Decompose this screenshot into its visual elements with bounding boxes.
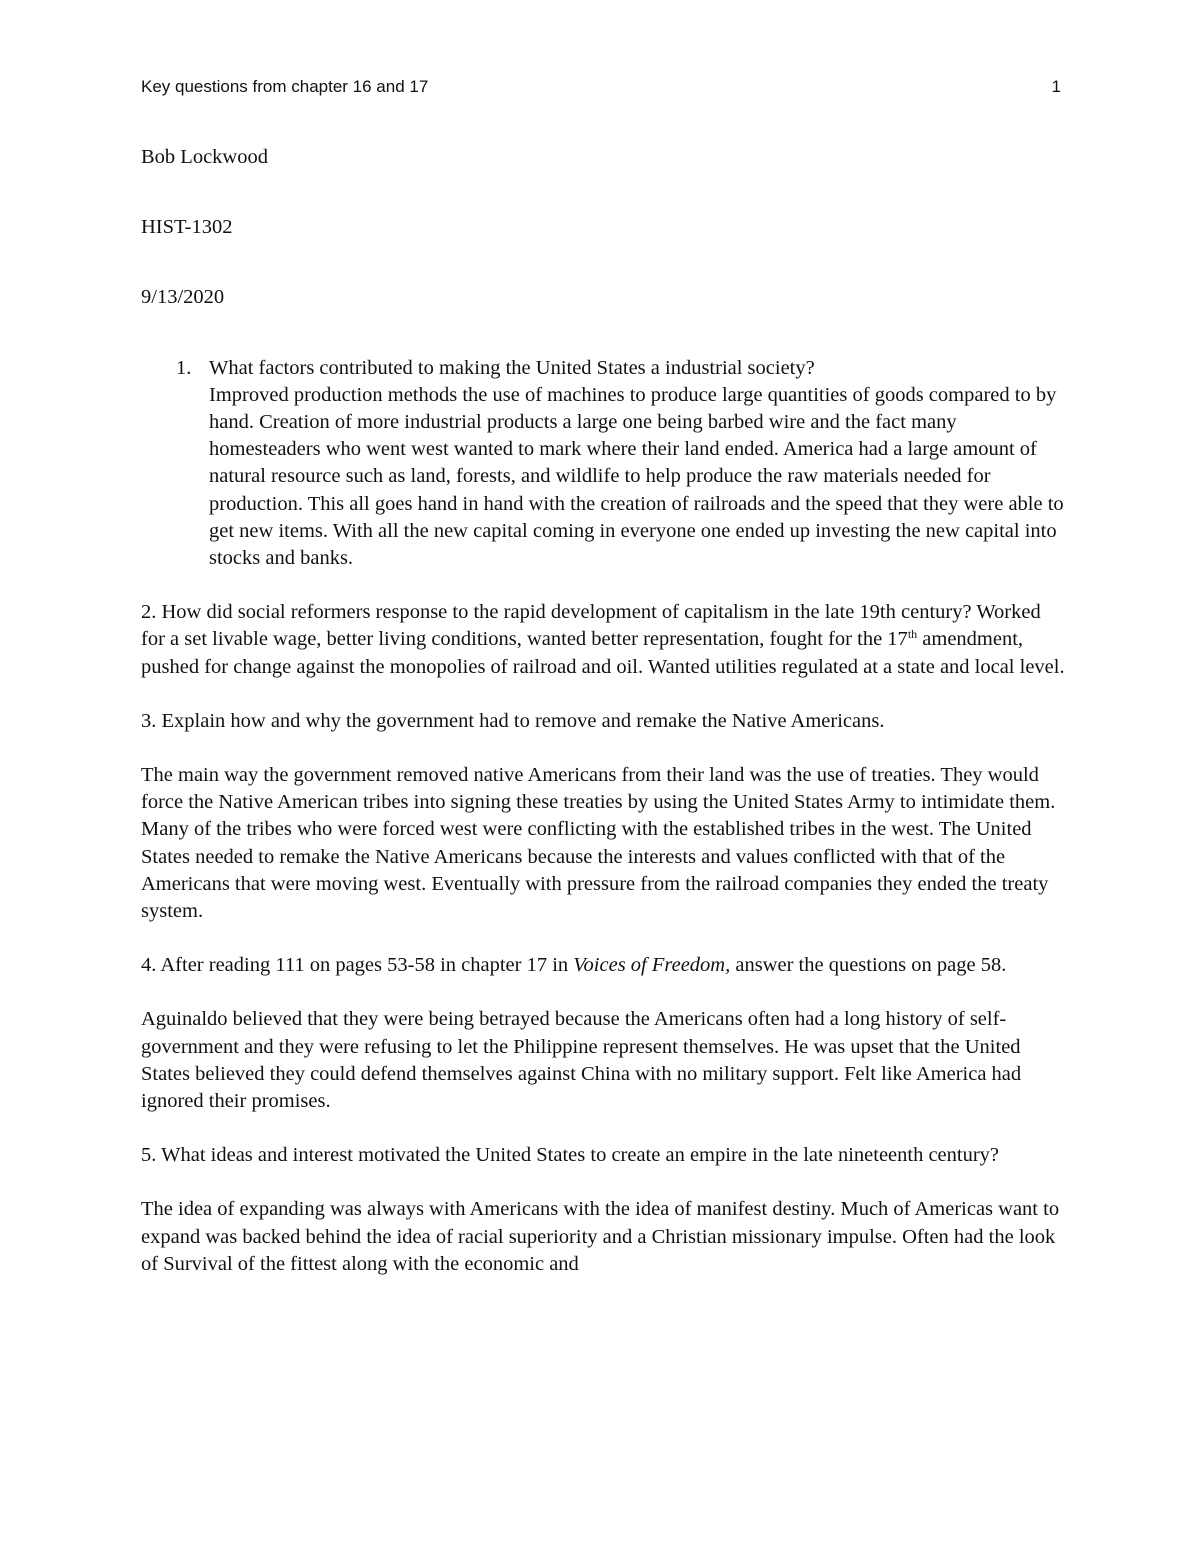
question-4-text-before: 4. After reading 111 on pages 53-58 in chapter 17 in — [141, 954, 574, 977]
page-number: 1 — [1051, 77, 1061, 96]
question-4-text-after: answer the questions on page 58. — [730, 954, 1007, 977]
book-title: Voices of Freedom, — [573, 954, 731, 977]
header-title: Key questions from chapter 16 and 17 — [141, 77, 429, 96]
question-2 — [141, 599, 1066, 681]
question-4-prompt — [141, 952, 1066, 979]
question-2-superscript: th — [907, 627, 918, 642]
question-2-text-before: 2. How did social reformers response to the rapid development of capitalism in the late 19th century? Worked for a set livable wage, better living conditions, wanted better representation, fought for the 17 — [141, 601, 1041, 651]
course-code: HIST-1302 — [141, 216, 233, 239]
document-date: 9/13/2020 — [141, 286, 225, 309]
question-1-content — [209, 355, 1066, 573]
document-body — [141, 144, 1066, 1305]
question-1 — [141, 355, 1066, 573]
student-name: Bob Lockwood — [141, 146, 268, 168]
question-1-answer: Improved production methods the use of machines to produce large quantities of goods compared to by hand. Creation of more industrial products a large one being barbed wire and the fact many homesteaders who went west wanted to mark where their land ended. America had a large amount of natural resource such as land, forests, and wildlife to help produce the raw materials needed for production. This all goes hand in hand with the creation of railroads and the speed that they were able to get new items. With all the new capital coming in everyone one ended up investing the new capital into stocks and banks. — [209, 383, 1064, 570]
question-1-prompt: What factors contributed to making the United States a industrial society? — [209, 356, 815, 379]
question-3-prompt: 3. Explain how and why the government had to remove and remake the Native Americans. — [141, 709, 885, 732]
question-5-answer: The idea of expanding was always with Americans with the idea of manifest destiny. Much of Americas want to expand was backed behind the idea of racial superiority and a Christian missionary impulse. Often had the look of Survival of the fittest along with the economic and — [141, 1198, 1060, 1275]
question-1-number: 1. — [176, 356, 192, 379]
question-5-prompt: 5. What ideas and interest motivated the United States to create an empire in the late nineteenth century? — [141, 1144, 1000, 1167]
question-2-text-after: amendment, pushed for change against the monopolies of railroad and oil. Wanted utilities regulated at a state and local level. — [141, 628, 1065, 678]
question-4-answer: Aguinaldo believed that they were being betrayed because the Americans often had a long history of self-government and they were refusing to let the Philippine represent themselves. He was upset that the United States believed they could defend themselves against China with no military support. Felt like America had ignored their promises. — [141, 1008, 1022, 1113]
question-3-answer: The main way the government removed native Americans from their land was the use of treaties. They would force the Native American tribes into signing these treaties by using the United States Army to intimidate them. Many of the tribes who were forced west were conflicting with the established tribes in the west. The United States needed to remake the Native Americans because the interests and values conflicted with that of the Americans that were moving west. Eventually with pressure from the railroad companies they ended the treaty system. — [141, 764, 1056, 923]
